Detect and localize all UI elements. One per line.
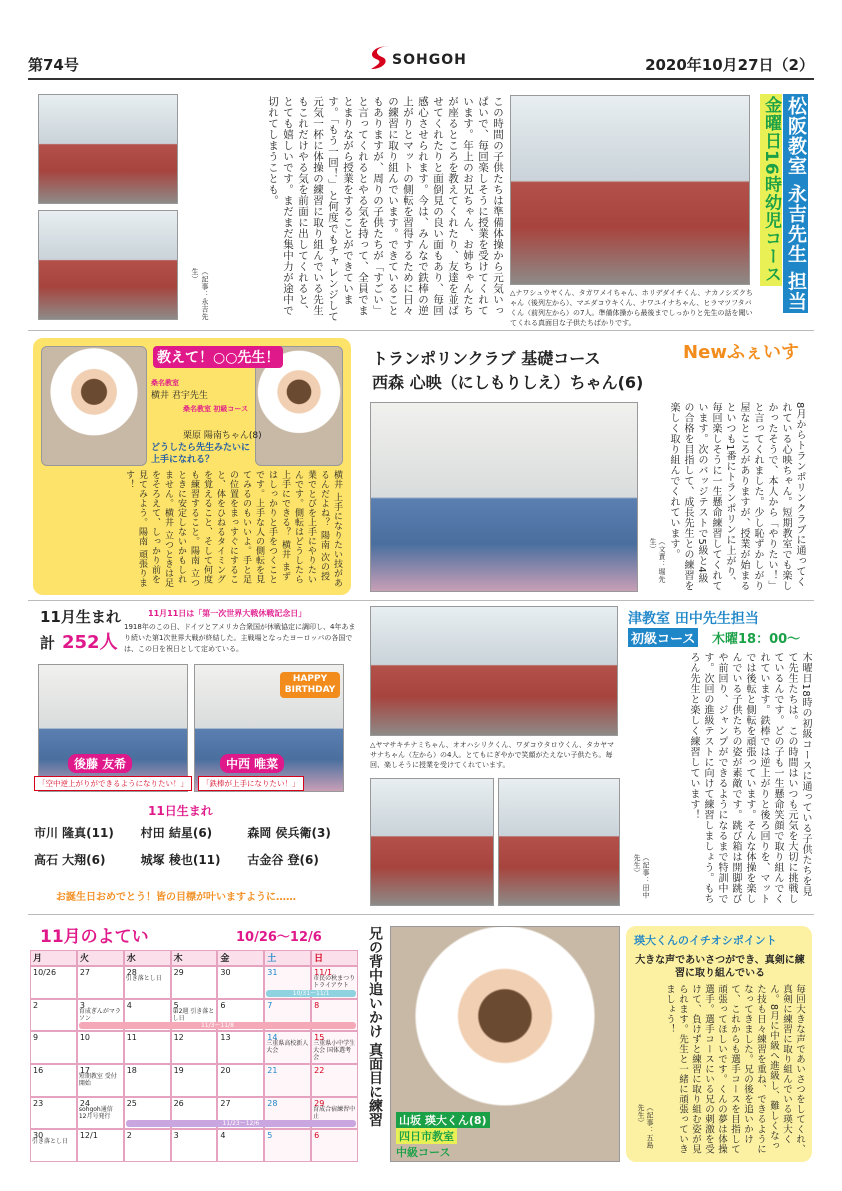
- tsu-course: 初級コース: [628, 628, 698, 647]
- calendar-grid: [30, 950, 358, 1162]
- calendar-day: 22: [311, 1064, 358, 1097]
- calendar-period-bar: 11/3～11/8: [79, 1022, 356, 1029]
- tsu-title: 津教室 田中先生担当: [628, 611, 759, 627]
- newface-photo: [370, 402, 638, 592]
- birthday-child1-quote: 「空中逆上がりができるようになりたい！」: [34, 776, 192, 791]
- calendar-day: 31: [264, 966, 311, 999]
- oshiete-body: 横井 上手になりたい技があるんだよね？ 陽南 次の授業でとびを上手にやりたいんです。側転はどうしたら上手にできる？ 横井 まずはしっかりと手をつくことです。上手な人の側転を見てみるのもいいよ。手と足の位置をまっすぐにすること、体をひねるタイミングを覚えること、そして何度も練習すること。陽南 立つときに安定しないかもしれません。横井 立つときは足をそろえて、しっかり前を見てみよう。陽南 頑張ります！: [124, 470, 342, 588]
- birthday-footer: お誕生日おめでとう！皆の目標が叶いますように……: [56, 892, 296, 903]
- calendar-day: 30: [30, 1129, 77, 1162]
- calendar-weekday: 月: [30, 950, 77, 966]
- calendar-day: 25: [124, 1097, 171, 1130]
- matsusaka-title-line2: 金曜日16時幼児コース: [761, 96, 781, 284]
- calendar-day: 5: [264, 1129, 311, 1162]
- birthday-name-3: 森岡 侯兵衛(3): [247, 826, 331, 840]
- calendar-weekday: 金: [217, 950, 264, 966]
- birthday-name-6: 古金谷 登(6): [247, 853, 319, 867]
- calendar-weekday: 水: [124, 950, 171, 966]
- calendar-day: 10/26: [30, 966, 77, 999]
- header: [28, 52, 814, 74]
- calendar-period-bar: 10/31～11/1: [266, 990, 356, 997]
- tsu-photo-2: [370, 778, 494, 906]
- point-lead: 大きな声であいさつができ、真剣に練習に取り組んでいる: [635, 955, 805, 979]
- birthday-total-prefix: 計: [40, 634, 56, 652]
- calendar-title: 11月のよてい: [40, 927, 149, 947]
- calendar-range: 10/26～12/6: [236, 930, 322, 945]
- point-panel: [626, 926, 812, 1162]
- oshiete-teacher-role: 桑名教室: [151, 379, 179, 387]
- birthday-name-5: 城塚 稜也(11): [140, 853, 221, 867]
- tsu-credit: （記事：田中先生）: [633, 854, 650, 899]
- calendar-day: 14: [264, 1031, 311, 1064]
- calendar-period-bar: 11/23～12/6: [126, 1120, 356, 1127]
- calendar-day: 5: [171, 999, 218, 1032]
- matsusaka-group-photo: [510, 95, 750, 285]
- calendar-day: 28: [264, 1097, 311, 1130]
- oshiete-question: どうしたら先生みたいに上手になれる？: [151, 443, 251, 465]
- calendar-day: 29: [171, 966, 218, 999]
- oshiete-student-name: 栗原 陽南ちゃん(8): [183, 431, 262, 441]
- calendar-weekday: 土: [264, 950, 311, 966]
- point-title: 瑛大くんのイチオシポイント: [634, 934, 777, 947]
- newface-body: 8月からトランポリンクラブに通ってくれている心映ちゃん。短期教室でも楽しかったそうで、本人から「やりたい！」と言ってくれました。少し恥ずかしがり屋なところがありますが、授業が始まるといつも1番にトランポリンに上がり、毎回楽しそうに一生懸命練習してくれています。次のバッジテストで5級と4級の合格を目指して、成長先生との練習を楽しく取り組んでくれています。: [668, 402, 805, 591]
- birthday-child2-name: 中西 唯菜: [220, 754, 284, 773]
- calendar-day: 27: [77, 966, 124, 999]
- tsu-group-photo: [370, 606, 618, 736]
- logo: [368, 44, 488, 72]
- oshiete-panel: [33, 338, 351, 595]
- point-vertical-title: 兄の背中追いかけ 真面目に練習: [367, 926, 383, 1127]
- birthday-name-1: 市川 隆真(11): [34, 826, 114, 840]
- issue-number: 第74号: [28, 56, 79, 74]
- calendar-day: 30: [217, 966, 264, 999]
- calendar-day: 26: [171, 1097, 218, 1130]
- calendar-day: 11: [124, 1031, 171, 1064]
- calendar-day: 6: [217, 999, 264, 1032]
- point-credit: （記事：五島先生）: [637, 1104, 654, 1149]
- newface-panel: [360, 338, 810, 595]
- calendar-day: 4: [124, 999, 171, 1032]
- calendar-day: 12/1: [77, 1129, 124, 1162]
- matsusaka-title-box: [756, 94, 810, 326]
- calendar-day: 13: [217, 1031, 264, 1064]
- oshiete-teacher-name: 横井 君宇先生: [151, 391, 208, 401]
- calendar-day: 3: [171, 1129, 218, 1162]
- tsu-time: 木曜18：00～: [712, 632, 801, 647]
- calendar-day: 11/1: [311, 966, 358, 999]
- matsusaka-caption: △ナワシュウヤくん、タガワメイちゃん、ホリデダイチくん、ナカノシズクちゃん（後列左から）、マエダコウキくん、ナワユイナちゃん、ヒラマツフタバくん（前列左から）の7人。準備体操から最後までしっかりと先生の話を聞いてくれる真面目な子供たちばかりです。: [510, 289, 753, 327]
- matsusaka-title-line1: 松阪教室 永吉先生 担当: [785, 96, 807, 312]
- calendar-day: 23: [30, 1097, 77, 1130]
- birthday-child1-name: 後藤 友希: [68, 754, 132, 773]
- point-body: 毎回大きな声であいさつをしてくれ、真剣に練習に取り組んでいる瑛大くん。8月に中級へ進級し、難しくなった技も日々練習を重ね、できるようになってきました。兄の後を追いかけて、これからも選手コースを目指して頑張ってほしいです。くんの夢は体操選手。選手コースにいる兄の刺激を受けて、負けずと練習に取り組む姿が見られます。先生と一緒に頑張っていきましょう！: [664, 984, 805, 1154]
- logo-mark-icon: [368, 44, 394, 72]
- calendar-event: sohgoh通信 12月号発行: [78, 1105, 113, 1120]
- calendar-day: 2: [30, 999, 77, 1032]
- logo-text: SOHGOH: [392, 52, 467, 68]
- calendar-event: 育成ぎんがマラソン: [78, 1007, 121, 1022]
- calendar-event: 育成合宿練習中止: [313, 1105, 356, 1120]
- tsu-body: 木曜日18時の初級コースに通っている子供たちを見て先生たちは。この時間はいつも元気を大切に挑戦しているんです。どの子も一生懸命笑顔で取り組んでくれています。鉄棒では逆上がりと後ろ回りを、マットでは後転と側転を頑張っています。そんな体操を楽しんでいる子供たちの姿が素敵です。跳び箱は開脚跳びや前回り、ジャンプができるようになるまで特訓中です。次回の進級テストに向けて練習しましょう。もちろん先生と楽しく練習しています！: [688, 652, 811, 904]
- oshiete-title: 教えて！○○先生！: [153, 346, 283, 368]
- matsusaka-credit: （記事：永吉先生）: [191, 268, 209, 321]
- calendar-day: 15: [311, 1031, 358, 1064]
- calendar-event: 三重県小中学生大会 国体選考会: [313, 1040, 356, 1062]
- birthday-list-title: 11日生まれ: [148, 804, 213, 818]
- birthday-name-2: 村田 結星(6): [140, 826, 213, 840]
- calendar-day: 19: [171, 1064, 218, 1097]
- calendar-day: 2: [124, 1129, 171, 1162]
- calendar-day: 21: [264, 1064, 311, 1097]
- calendar-event: 短期教室 受付開始: [78, 1073, 117, 1087]
- calendar-day: 16: [30, 1064, 77, 1097]
- oshiete-student-role: 桑名教室 初級コース: [183, 405, 249, 413]
- calendar-day: 8: [311, 999, 358, 1032]
- birthday-heading: 11月11日は「第一次世界大戦休戦記念日」: [148, 609, 307, 618]
- newface-credit: （文責：堀先生）: [649, 538, 666, 583]
- matsusaka-photo-2: [38, 210, 178, 320]
- birthday-title: 11月生まれ: [40, 608, 121, 626]
- calendar-panel: [30, 922, 358, 1162]
- calendar-day: 7: [264, 999, 311, 1032]
- point-course: 中級コース: [396, 1146, 451, 1159]
- tsu-caption: △ヤマサキチナミちゃん、オオハシリクくん、ワダコウタロウくん、タカヤマサナちゃん（左から）の4人。とてもにぎやかで笑顔がたえない子供たち。毎回、楽しそうに授業を受けてくれています。: [370, 741, 615, 769]
- birthday-child2-quote: 「鉄棒が上手になりたい！」: [198, 776, 304, 791]
- calendar-day: 20: [217, 1064, 264, 1097]
- calendar-day: 29: [311, 1097, 358, 1130]
- birthday-total: 252人: [62, 632, 118, 653]
- calendar-event: 三重県高校新人大会: [266, 1040, 309, 1055]
- calendar-day: 28: [124, 966, 171, 999]
- calendar-weekday: 日: [311, 950, 358, 966]
- matsusaka-article: この時間の子供たちは準備体操から元気いっぱいで、毎回楽しそうに授業を受けてくれています。年上のお兄ちゃん、お姉ちゃんたちが座るところを教えてくれたり、友達を並ばせてくれたりと面倒見の良い面もあり、毎回感心させられます。今は、みんなで鉄棒の逆上がりとマットの側転を習得するために日々の練習に取り組んでいます。できていることもありますが、周りの子供たちが「すごい」と言ってくれるとやる気を持って、全員でまとまりながら授業をすることができています。「もう一回！」と何度でもチャレンジして元気一杯に体操の練習に取り組んでいる先生もこれだけやる気を前面に出してくれると、とても嬉しいです。まだまだ集中力が途中で切れてしまうことも。: [267, 96, 504, 322]
- newface-name: 西森 心映（にしもりしえ）ちゃん(6): [372, 373, 644, 392]
- calendar-event: 引き落とし日: [125, 975, 162, 982]
- birthday-panel: [28, 604, 358, 910]
- calendar-event: 第2週 引き落とし日: [172, 1007, 215, 1022]
- newface-badge: Newふぇいす: [683, 342, 799, 363]
- calendar-day: 4: [217, 1129, 264, 1162]
- point-name: 山坂 瑛大くん(8): [396, 1112, 490, 1128]
- calendar-day: 3: [77, 999, 124, 1032]
- calendar-day: 27: [217, 1097, 264, 1130]
- calendar-event: 市民の秋まつり トライアウト: [313, 975, 356, 989]
- calendar-weekday: 木: [171, 950, 218, 966]
- oshiete-teacher-photo: [41, 346, 147, 466]
- calendar-weekday: 火: [77, 950, 124, 966]
- birthday-name-4: 高石 大翔(6): [34, 853, 106, 867]
- calendar-day: 12: [171, 1031, 218, 1064]
- calendar-event: 引き落とし日: [32, 1138, 69, 1146]
- tsu-photo-3: [498, 778, 620, 906]
- birthday-names: [34, 824, 354, 868]
- calendar-day: 18: [124, 1064, 171, 1097]
- matsusaka-photo-1: [38, 94, 178, 204]
- newface-title: トランポリンクラブ 基礎コース: [372, 349, 601, 368]
- birthday-text: 1918年のこの日、ドイツとアメリカ合衆国が休戦協定に調印し、4年あまり続いた第1次世界大戦が終結した。主戦場となったヨーロッパの各国では、この日を祝日として定めている。: [124, 623, 356, 653]
- point-school: 四日市教室: [396, 1128, 457, 1144]
- calendar-day: 10: [77, 1031, 124, 1064]
- calendar-day: 17: [77, 1064, 124, 1097]
- calendar-day: 24: [77, 1097, 124, 1130]
- birthday-happy: HAPPY BIRTHDAY: [280, 672, 340, 698]
- calendar-day: 6: [311, 1129, 358, 1162]
- issue-date: 2020年10月27日（2）: [645, 56, 814, 74]
- calendar-day: 9: [30, 1031, 77, 1064]
